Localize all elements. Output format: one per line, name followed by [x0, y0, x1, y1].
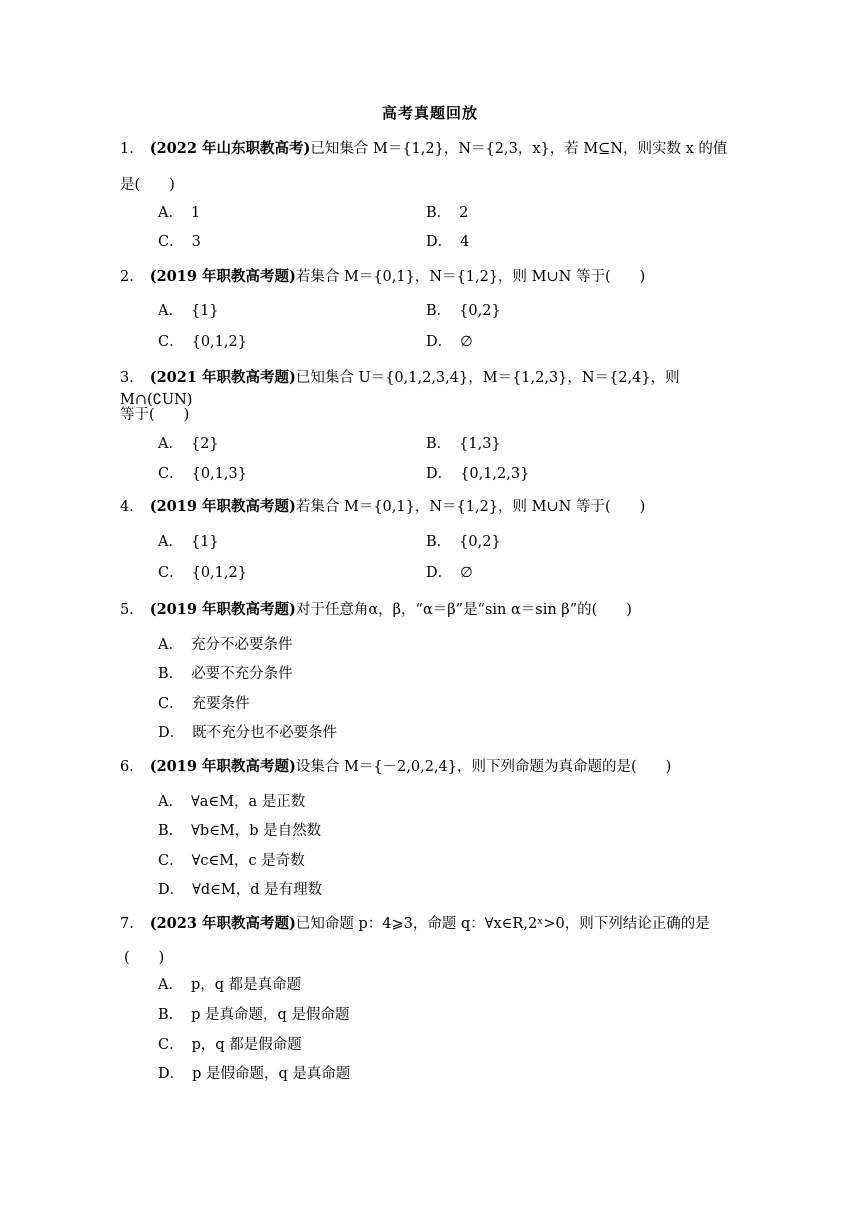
option-c: C． 3: [158, 234, 201, 250]
question-7-continuation: ( ): [124, 950, 165, 966]
option-a: A． 充分不必要条件: [158, 637, 293, 653]
question-2: [120, 266, 740, 288]
question-5: [120, 599, 740, 621]
option-c: C． 充要条件: [158, 696, 250, 712]
option-d: D． p 是假命题，q 是真命题: [158, 1066, 351, 1082]
option-a: A． ∀a∈M，a 是正数: [158, 794, 306, 810]
option-d: D． 既不充分也不必要条件: [158, 725, 338, 741]
question-7: [120, 913, 740, 935]
question-number: 1．: [120, 141, 144, 157]
option-b: B． {0,2}: [426, 534, 501, 550]
question-source: (2019 年职教高考题): [149, 268, 296, 285]
question-number: 6．: [120, 759, 144, 775]
option-d: D． ∅: [426, 334, 473, 350]
question-6: [120, 756, 740, 778]
question-text: 若集合 M＝{0,1}，N＝{1,2}，则 M∪N 等于( ): [295, 499, 646, 515]
option-c: C． p，q 都是假命题: [158, 1037, 302, 1053]
question-number: 4．: [120, 499, 144, 515]
option-a: A． {1}: [158, 303, 219, 319]
option-d: D． {0,1,2,3}: [426, 466, 530, 482]
question-text: 已知命题 p：4⩾3，命题 q：∀x∈R,2ˣ>0，则下列结论正确的是: [295, 916, 710, 932]
question-source: (2019 年职教高考题): [149, 601, 296, 618]
option-a: A． {1}: [158, 534, 219, 550]
option-d: D． ∀d∈M，d 是有理数: [158, 882, 323, 898]
option-c: C． ∀c∈M，c 是奇数: [158, 853, 305, 869]
question-text: 对于任意角α，β，“α＝β”是“sin α＝sin β”的( ): [295, 602, 632, 618]
option-c: C． {0,1,2}: [158, 565, 247, 581]
question-source: (2021 年职教高考题): [149, 369, 296, 386]
option-d: D． 4: [426, 234, 470, 250]
option-b: B． p 是真命题，q 是假命题: [158, 1007, 350, 1023]
question-text: 若集合 M＝{0,1}，N＝{1,2}，则 M∪N 等于( ): [295, 269, 646, 285]
option-c: C． {0,1,3}: [158, 466, 247, 482]
question-source: (2019 年职教高考题): [149, 498, 296, 515]
question-3-continuation: 等于( ): [120, 407, 190, 423]
question-number: 3．: [120, 370, 144, 386]
question-number: 7．: [120, 916, 144, 932]
question-text: 已知集合 U＝{0,1,2,3,4}，M＝{1,2,3}，N＝{2,4}，则 M∩(∁UN): [120, 370, 680, 408]
question-text: 设集合 M＝{－2,0,2,4}，则下列命题为真命题的是( ): [295, 759, 672, 775]
option-c: C． {0,1,2}: [158, 334, 247, 350]
option-b: B． {0,2}: [426, 303, 501, 319]
question-number: 5．: [120, 602, 144, 618]
option-b: B． ∀b∈M，b 是自然数: [158, 823, 322, 839]
option-b: B． {1,3}: [426, 436, 501, 452]
question-1: [120, 138, 740, 160]
option-b: B． 必要不充分条件: [158, 666, 293, 682]
question-source: (2023 年职教高考题): [149, 915, 296, 932]
question-source: (2022 年山东职教高考): [149, 140, 311, 157]
question-source: (2019 年职教高考题): [149, 758, 296, 775]
page-title: 高考真题回放: [381, 104, 478, 122]
option-b: B． 2: [426, 205, 469, 221]
question-1-continuation: 是( ): [120, 177, 175, 193]
option-d: D． ∅: [426, 565, 473, 581]
option-a: A． {2}: [158, 436, 219, 452]
option-a: A． 1: [158, 205, 201, 221]
option-a: A． p，q 都是真命题: [158, 977, 302, 993]
question-number: 2．: [120, 269, 144, 285]
question-text: 已知集合 M＝{1,2}，N＝{2,3，x}，若 M⊆N，则实数 x 的值: [310, 141, 728, 157]
question-4: [120, 496, 740, 518]
